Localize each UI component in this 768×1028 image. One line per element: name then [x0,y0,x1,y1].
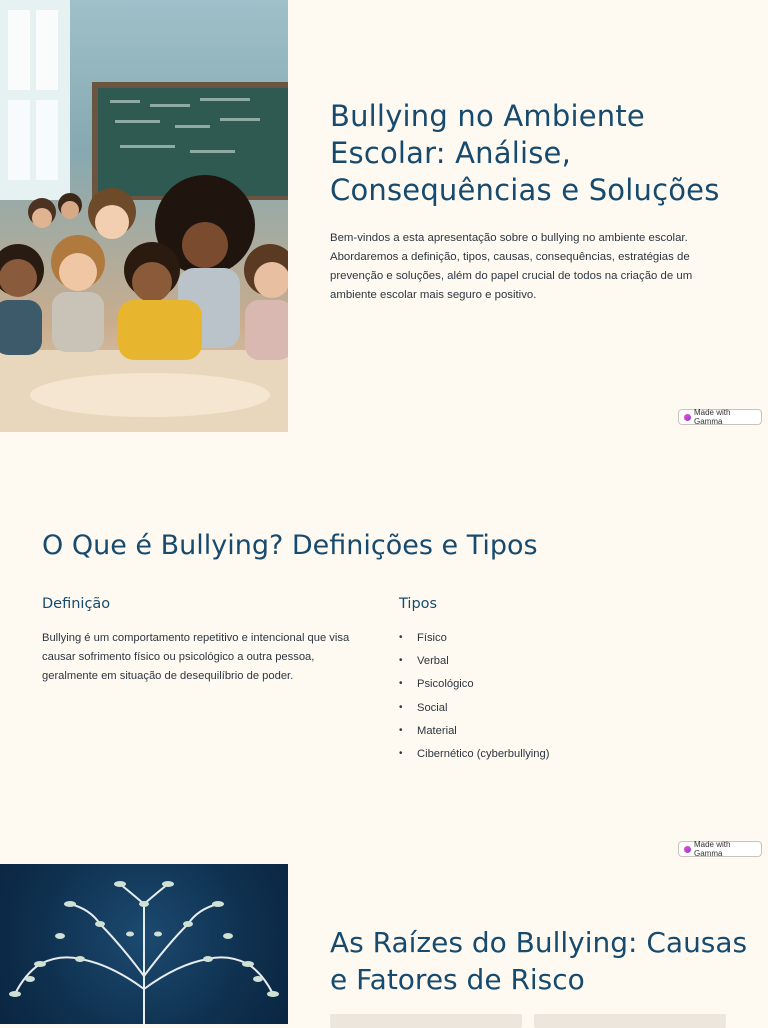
type-label: Material [417,724,457,737]
bullet-icon: • [399,632,403,643]
type-label: Social [417,701,448,714]
bullet-icon: • [399,655,403,667]
slide-intro [0,0,768,432]
section-title: As Raízes do Bullying: Causas e Fatores de Risco [330,926,748,996]
slide-definitions [0,432,768,864]
list-item [399,652,549,675]
classroom-children-photo [0,0,288,432]
types-list [399,629,549,768]
badge-label: Made with Gamma [693,408,731,426]
type-label: Psicológico [417,678,474,691]
tree-icon [0,864,288,1024]
badge-label: Made with Gamma [693,840,731,858]
type-label: Cibernético (cyberbullying) [417,747,550,760]
type-label: Verbal [417,655,449,668]
list-item [399,745,549,768]
types-heading: Tipos [399,596,438,612]
bullet-icon: • [399,747,403,759]
cause-card [330,1014,522,1028]
bullet-icon: • [399,701,403,713]
slide-causes [0,864,768,1024]
type-label: Físico [417,632,447,644]
made-with-gamma-badge[interactable] [678,841,762,857]
made-with-gamma-badge[interactable] [678,409,762,425]
list-item [399,675,549,698]
tree-illustration [0,864,288,1024]
classroom-illustration [0,0,288,432]
gamma-logo-icon [684,414,691,421]
list-item [399,629,549,652]
definition-text: Bullying é um comportamento repetitivo e intencional que visa causar sofrimento físico ou psicológico a outra pessoa, geralmente em situação de desequilíbrio de poder. [42,632,350,682]
gamma-logo-icon [684,846,691,853]
list-item [399,722,549,745]
definition-heading: Definição [42,596,111,612]
bullet-icon: • [399,678,403,690]
slide-title: Bullying no Ambiente Escolar: Análise, Consequências e Soluções [330,99,720,207]
bullet-icon: • [399,724,403,736]
cause-card [534,1014,726,1028]
list-item [399,699,549,722]
intro-paragraph: Bem-vindos a esta apresentação sobre o bullying no ambiente escolar. Abordaremos a definição, tipos, causas, consequências, estratégias de prevenção e soluções, além do papel crucial de todos na criação de um ambiente escolar mais seguro e positivo. [330,232,693,301]
section-title: O Que é Bullying? Definições e Tipos [42,530,538,561]
